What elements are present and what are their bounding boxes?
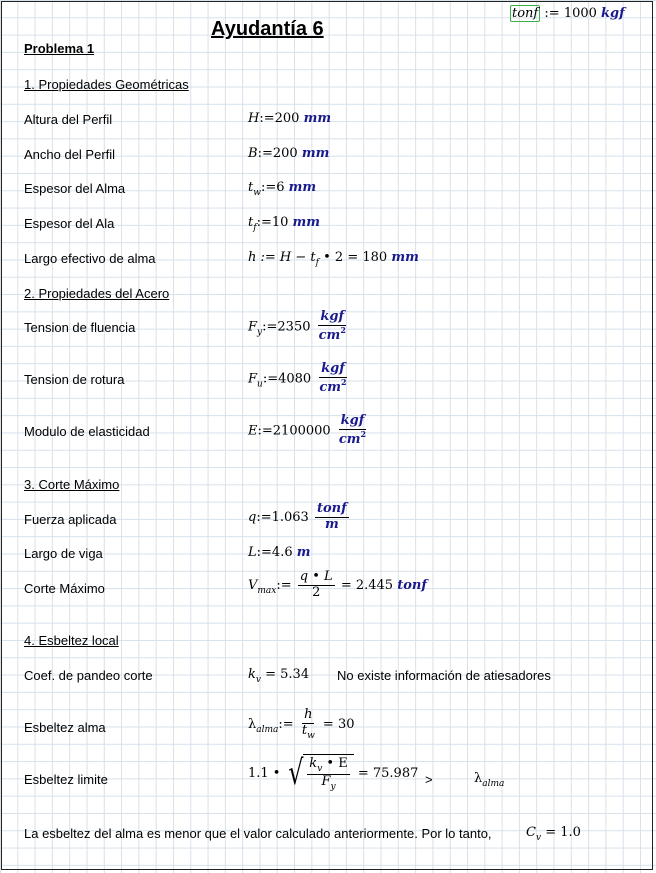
lambda-alma-reference: $\lambda_{alma}$ bbox=[474, 771, 505, 789]
tonf-var[interactable]: tonf bbox=[512, 6, 539, 21]
assign-op: := bbox=[544, 6, 560, 21]
H-definition[interactable]: H:=200 mm bbox=[248, 111, 332, 126]
atiesadores-note: No existe información de atiesadores bbox=[337, 668, 551, 683]
section-1-heading: 1. Propiedades Geométricas bbox=[24, 77, 189, 92]
kv-definition[interactable]: $k_v = 5.34$ bbox=[248, 667, 310, 685]
problem-heading: Problema 1 bbox=[24, 41, 95, 56]
Cv-definition[interactable]: $C_v = 1.0$ bbox=[526, 825, 581, 843]
corte-maximo-label: Corte Máximo bbox=[24, 581, 105, 596]
E-definition[interactable]: E:=2100000 $\frac{\text{kgf}}{cm^2}$ bbox=[248, 413, 367, 447]
largo-efectivo-label: Largo efectivo de alma bbox=[24, 251, 156, 266]
page-title: Ayudantía 6 bbox=[211, 18, 324, 40]
elasticidad-label: Modulo de elasticidad bbox=[24, 424, 150, 439]
largo-viga-label: Largo de viga bbox=[24, 546, 103, 561]
greater-than-sign: > bbox=[425, 772, 433, 787]
h-definition[interactable]: h := $H - t_f$ • 2 = 180 mm bbox=[248, 250, 419, 268]
section-4-heading: 4. Esbeltez local bbox=[24, 633, 119, 648]
L-definition[interactable]: L:=4.6 m bbox=[248, 545, 311, 560]
Fy-definition[interactable]: $F_y:=2350$ $\frac{\text{kgf}}{cm^2}$ bbox=[248, 309, 346, 343]
section-2-heading: 2. Propiedades del Acero bbox=[24, 286, 170, 301]
B-definition[interactable]: B:=200 mm bbox=[248, 146, 330, 161]
espesor-ala-label: Espesor del Ala bbox=[24, 216, 115, 231]
section-3-heading: 3. Corte Máximo bbox=[24, 477, 120, 492]
esbeltez-limite-label: Esbeltez limite bbox=[24, 772, 108, 787]
q-definition[interactable]: q:=1.063 $\frac{\text{tonf}}{m}$ bbox=[248, 501, 347, 532]
conclusion-text: La esbeltez del alma es menor que el valor calculado anteriormente. Por lo tanto, bbox=[24, 826, 492, 841]
pandeo-label: Coef. de pandeo corte bbox=[24, 668, 153, 683]
Fu-definition[interactable]: $F_u:=4080$ $\frac{\text{kgf}}{cm^2}$ bbox=[248, 361, 347, 395]
rotura-label: Tension de rotura bbox=[24, 372, 125, 387]
lambda-alma-definition[interactable]: $\lambda_{alma}:=$ $\frac{h}{t_w}$ = 30 bbox=[248, 707, 355, 741]
tonf-value: 1000 bbox=[563, 6, 597, 21]
tonf-definition[interactable] bbox=[510, 6, 625, 21]
limit-expression[interactable]: 1.1 • √ $\frac{k_v • E}{F_y}$ = 75.987 bbox=[248, 753, 419, 794]
altura-label: Altura del Perfil bbox=[24, 112, 113, 127]
Vmax-definition[interactable]: $V_{max}:=$ $\frac{q • L}{2}$ = 2.445 tonf bbox=[248, 569, 427, 600]
espesor-alma-label: Espesor del Alma bbox=[24, 181, 126, 196]
sqrt-symbol: √ bbox=[287, 753, 304, 794]
tf-definition[interactable]: $t_f:=10$ mm bbox=[248, 215, 321, 233]
tw-definition[interactable]: $t_w:=6$ mm bbox=[248, 180, 317, 198]
fluencia-label: Tension de fluencia bbox=[24, 320, 136, 335]
ancho-label: Ancho del Perfil bbox=[24, 147, 116, 162]
esbeltez-alma-label: Esbeltez alma bbox=[24, 720, 106, 735]
fuerza-label: Fuerza aplicada bbox=[24, 512, 117, 527]
tonf-unit: kgf bbox=[601, 6, 625, 21]
